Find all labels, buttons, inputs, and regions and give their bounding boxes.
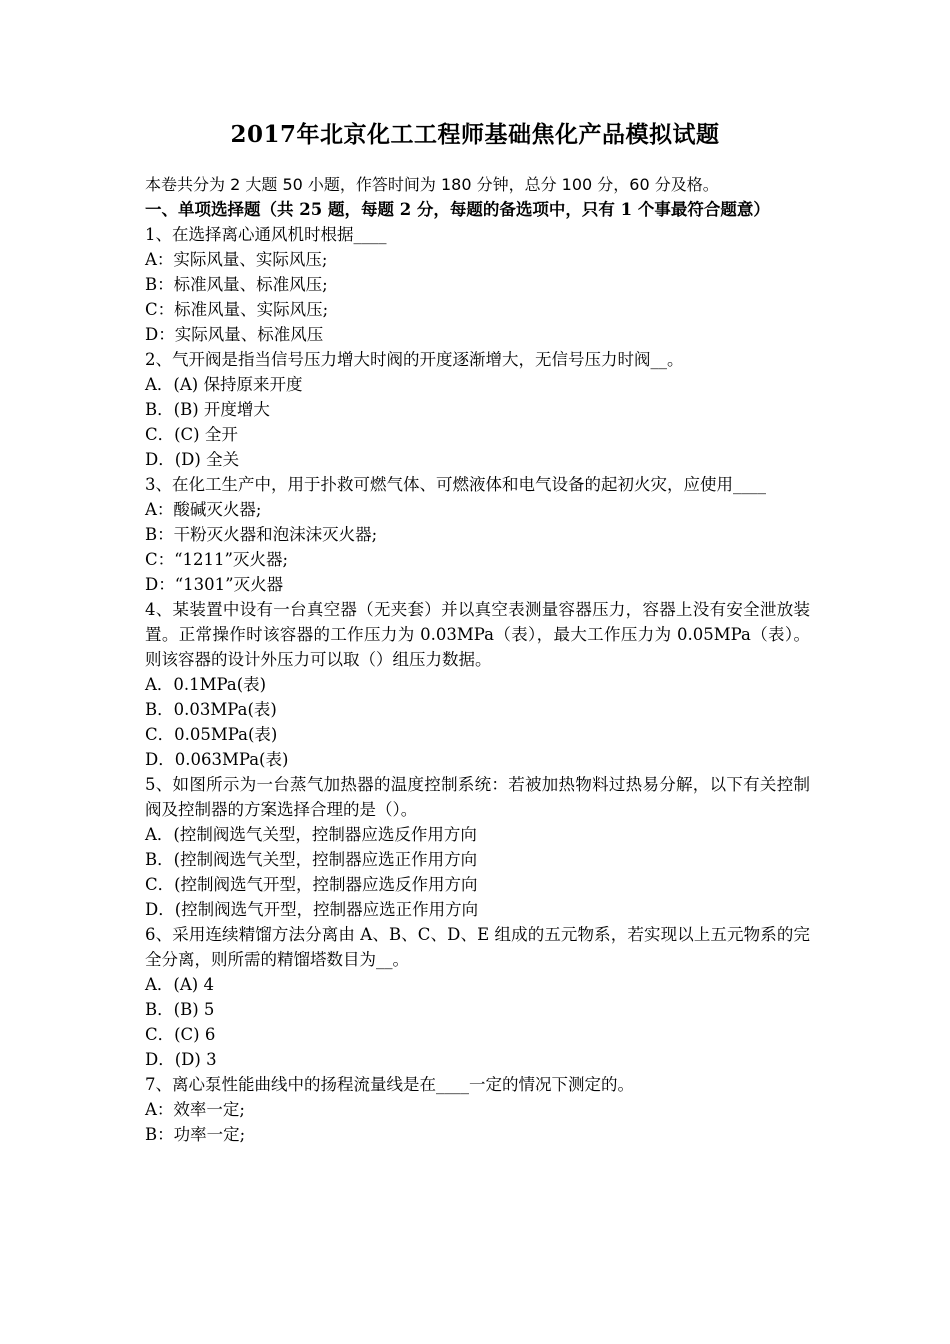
answer-option: D．(D) 3 bbox=[145, 1050, 217, 1069]
answer-option: B．(B) 开度增大 bbox=[145, 400, 270, 419]
question-block bbox=[145, 772, 810, 922]
answer-option: D．(D) 全关 bbox=[145, 450, 240, 469]
answer-option: A．(控制阀选气关型，控制器应选反作用方向 bbox=[145, 825, 477, 844]
answer-option: B：干粉灭火器和泡沫沫灭火器; bbox=[145, 525, 378, 544]
question-block bbox=[145, 1072, 810, 1147]
answer-option: C．(C) 全开 bbox=[145, 425, 238, 444]
answer-option: A：效率一定; bbox=[145, 1100, 245, 1119]
question-stem: 2、气开阀是指当信号压力增大时阀的开度逐渐增大，无信号压力时阀__。 bbox=[145, 350, 684, 369]
answer-option: A：酸碱灭火器; bbox=[145, 500, 262, 519]
answer-option: C．(控制阀选气开型，控制器应选反作用方向 bbox=[145, 875, 478, 894]
question-stem: 7、离心泵性能曲线中的扬程流量线是在____一定的情况下测定的。 bbox=[145, 1075, 634, 1094]
answer-option: A．(A) 保持原来开度 bbox=[145, 375, 303, 394]
answer-option: C．0.05MPa(表) bbox=[145, 725, 278, 744]
answer-option: C：“1211”灭火器; bbox=[145, 550, 289, 569]
question-block bbox=[145, 347, 810, 472]
answer-option: D：“1301”灭火器 bbox=[145, 575, 284, 594]
question-stem: 1、在选择离心通风机时根据____ bbox=[145, 225, 387, 244]
question-block bbox=[145, 597, 810, 772]
answer-option: B：功率一定; bbox=[145, 1125, 246, 1144]
document-title: 2017年北京化工工程师基础焦化产品模拟试题 bbox=[230, 121, 720, 148]
question-stem: 6、采用连续精馏方法分离由 A、B、C、D、E 组成的五元物系，若实现以上五元物系的完全分离，则所需的精馏塔数目为__。 bbox=[145, 925, 810, 969]
answer-option: B．0.03MPa(表) bbox=[145, 700, 277, 719]
question-block bbox=[145, 472, 810, 597]
question-block bbox=[145, 222, 810, 347]
answer-option: A：实际风量、实际风压; bbox=[145, 250, 328, 269]
answer-option: C：标准风量、实际风压; bbox=[145, 300, 329, 319]
section-heading: 一、单项选择题（共 25 题，每题 2 分，每题的备选项中，只有 1 个事最符合题意） bbox=[145, 200, 770, 219]
answer-option: B：标准风量、标准风压; bbox=[145, 275, 328, 294]
document-body bbox=[145, 172, 810, 1147]
answer-option: D．(控制阀选气开型，控制器应选正作用方向 bbox=[145, 900, 479, 919]
answer-option: D．0.063MPa(表) bbox=[145, 750, 289, 769]
answer-option: C．(C) 6 bbox=[145, 1025, 216, 1044]
question-block bbox=[145, 922, 810, 1072]
answer-option: B．(B) 5 bbox=[145, 1000, 215, 1019]
answer-option: D：实际风量、标准风压 bbox=[145, 325, 324, 344]
answer-option: A．(A) 4 bbox=[145, 975, 214, 994]
question-stem: 3、在化工生产中，用于扑救可燃气体、可燃液体和电气设备的起初火灾，应使用____ bbox=[145, 475, 766, 494]
answer-option: A．0.1MPa(表) bbox=[145, 675, 267, 694]
exam-intro: 本卷共分为 2 大题 50 小题，作答时间为 180 分钟，总分 100 分，60 分及格。 bbox=[145, 175, 719, 194]
question-stem: 5、如图所示为一台蒸气加热器的温度控制系统：若被加热物料过热易分解，以下有关控制阀及控制器的方案选择合理的是（）。 bbox=[145, 775, 810, 819]
answer-option: B．(控制阀选气关型，控制器应选正作用方向 bbox=[145, 850, 478, 869]
question-stem: 4、某装置中设有一台真空器（无夹套）并以真空表测量容器压力，容器上没有安全泄放装置。正常操作时该容器的工作压力为 0.03MPa（表），最大工作压力为 0.05MPa（表）。则该容器的设计外压力可以取（）组压力数据。 bbox=[145, 600, 810, 669]
